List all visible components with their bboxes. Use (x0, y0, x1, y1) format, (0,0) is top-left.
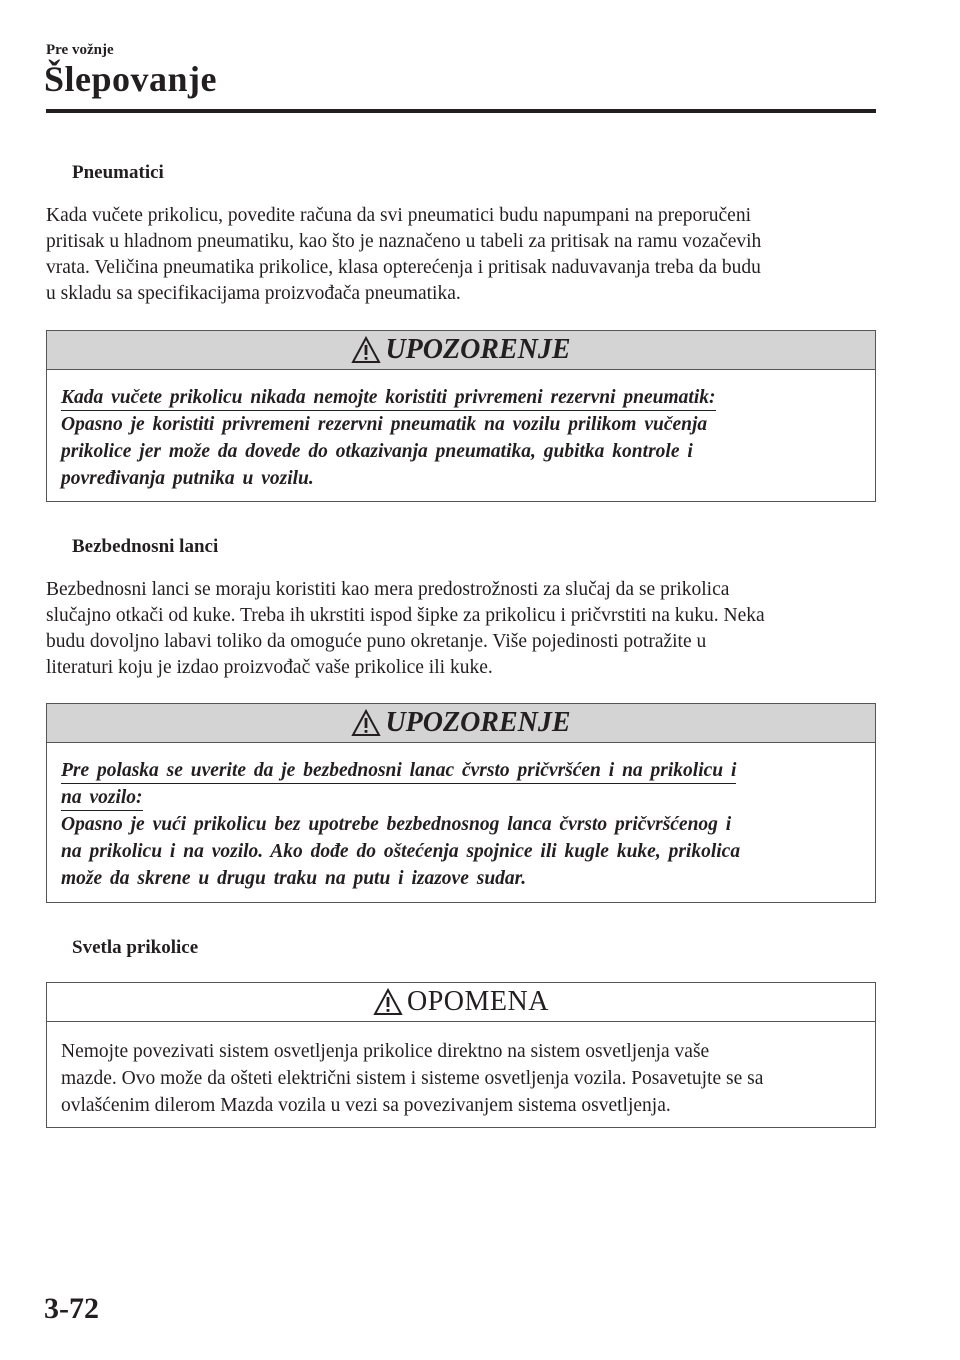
caution-box-lights (46, 982, 876, 1128)
caution-text-line: Nemojte povezivati sistem osvetljenja prikolice direktno na sistem osvetljenja vaše (61, 1041, 710, 1062)
warning-header (47, 704, 875, 743)
warning-title: UPOZORENJE (385, 334, 571, 365)
caution-header (47, 983, 875, 1022)
caution-text-line: ovlašćenim dilerom Mazda vozila u vezi sa povezivanjem sistema osvetljenja. (61, 1095, 671, 1116)
text-line: pritisak u hladnom pneumatiku, kao što je naznačeno u tabeli za pritisak na ramu vozačevih (46, 231, 762, 252)
warning-heading: na vozilo: (61, 786, 143, 811)
warning-triangle-icon (351, 709, 381, 737)
caution-body (47, 1022, 875, 1119)
page-title: Šlepovanje (44, 59, 218, 99)
lights-heading: Svetla prikolice (72, 937, 199, 958)
warning-triangle-icon (351, 336, 381, 364)
warning-text-line: povređivanja putnika u vozilu. (61, 468, 314, 489)
chains-paragraph (46, 577, 876, 681)
warning-text-line: Opasno je koristiti privremeni rezervni pneumatik na vozilu prilikom vučenja (61, 414, 708, 435)
warning-box-tires (46, 330, 876, 502)
caution-title: OPOMENA (407, 986, 549, 1017)
title-divider (46, 109, 876, 113)
warning-text-line: može da skrene u drugu traku na putu i izazove sudar. (61, 868, 527, 889)
warning-text-line: prikolice jer može da dovede do otkazivanja pneumatika, gubitka kontrole i (61, 441, 693, 462)
warning-header (47, 331, 875, 370)
text-line: Bezbednosni lanci se moraju koristiti kao mera predostrožnosti za slučaj da se prikolica (46, 579, 730, 600)
warning-text-line: Opasno je vući prikolicu bez upotrebe bezbednosnog lanca čvrsto pričvršćenog i (61, 814, 732, 835)
text-line: u skladu sa specifikacijama proizvođača pneumatika. (46, 283, 461, 304)
text-line: slučajno otkači od kuke. Treba ih ukrstiti ispod šipke za prikolicu i pričvrstiti na kuku. Neka (46, 605, 765, 626)
section-label: Pre vožnje (46, 42, 114, 58)
text-line: Kada vučete prikolicu, povedite računa da svi pneumatici budu napumpani na preporučeni (46, 205, 751, 226)
tires-paragraph (46, 203, 876, 307)
text-line: budu dovoljno labavi toliko da omoguće puno okretanje. Više pojedinosti potražite u (46, 631, 707, 652)
caution-text-line: mazde. Ovo može da ošteti električni sistem i sisteme osvetljenja vozila. Posavetujte se sa (61, 1068, 764, 1089)
warning-box-chains (46, 703, 876, 903)
warning-body (47, 743, 875, 892)
warning-heading: Pre polaska se uverite da je bezbednosni lanac čvrsto pričvršćen i na prikolicu i (61, 759, 736, 784)
warning-title: UPOZORENJE (385, 707, 571, 738)
page-number: 3-72 (44, 1292, 99, 1325)
warning-body (47, 370, 875, 492)
text-line: vrata. Veličina pneumatika prikolice, klasa opterećenja i pritisak naduvavanja treba da budu (46, 257, 761, 278)
tires-heading: Pneumatici (72, 162, 164, 183)
chains-heading: Bezbednosni lanci (72, 536, 219, 557)
text-line: literaturi koju je izdao proizvođač vaše prikolice ili kuke. (46, 657, 493, 678)
warning-text-line: na prikolicu i na vozilo. Ako dođe do oštećenja spojnice ili kugle kuke, prikolica (61, 841, 741, 862)
warning-triangle-icon (373, 988, 403, 1016)
warning-heading: Kada vučete prikolicu nikada nemojte koristiti privremeni rezervni pneumatik: (61, 386, 716, 411)
